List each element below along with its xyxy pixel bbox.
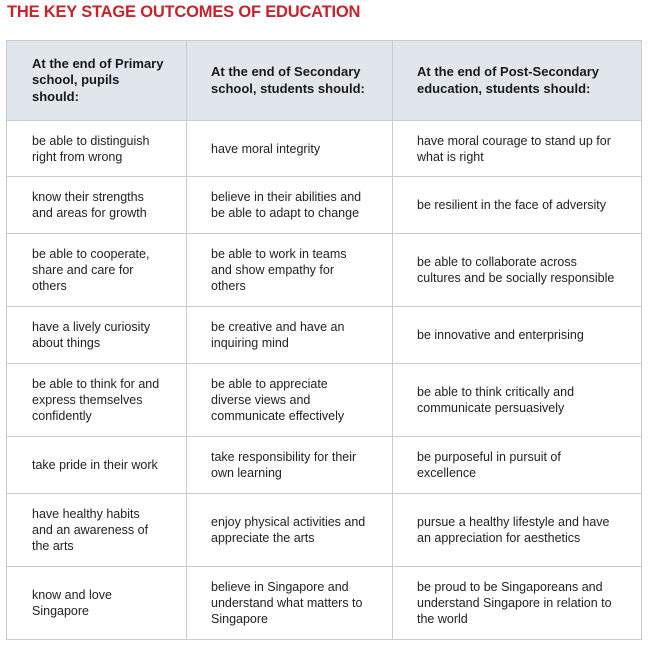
cell-primary: know and love Singapore [7, 567, 187, 640]
header-primary: At the end of Primary school, pupils should: [7, 41, 187, 121]
cell-primary: take pride in their work [7, 437, 187, 494]
table-row [7, 567, 642, 640]
cell-post-secondary: be resilient in the face of adversity [393, 177, 642, 234]
cell-secondary: believe in their abilities and be able to adapt to change [187, 177, 393, 234]
cell-post-secondary: be proud to be Singaporeans and understand Singapore in relation to the world [393, 567, 642, 640]
cell-post-secondary: pursue a healthy lifestyle and have an appreciation for aesthetics [393, 494, 642, 567]
cell-secondary: be able to work in teams and show empathy for others [187, 234, 393, 307]
table-row [7, 121, 642, 177]
cell-post-secondary: be innovative and enterprising [393, 307, 642, 364]
table-row [7, 234, 642, 307]
header-row [7, 41, 642, 121]
cell-primary: have healthy habits and an awareness of the arts [7, 494, 187, 567]
table-row [7, 437, 642, 494]
outcomes-table [6, 40, 642, 640]
cell-secondary: take responsibility for their own learning [187, 437, 393, 494]
cell-secondary: be able to appreciate diverse views and communicate effectively [187, 364, 393, 437]
cell-primary: have a lively curiosity about things [7, 307, 187, 364]
cell-post-secondary: be able to think critically and communicate persuasively [393, 364, 642, 437]
table-row [7, 177, 642, 234]
cell-primary: be able to cooperate, share and care for others [7, 234, 187, 307]
cell-post-secondary: have moral courage to stand up for what is right [393, 121, 642, 177]
table-row [7, 364, 642, 437]
page-title: THE KEY STAGE OUTCOMES OF EDUCATION [7, 3, 361, 21]
table-row [7, 307, 642, 364]
header-secondary: At the end of Secondary school, students should: [187, 41, 393, 121]
header-post-secondary: At the end of Post-Secondary education, students should: [393, 41, 642, 121]
cell-post-secondary: be able to collaborate across cultures and be socially responsible [393, 234, 642, 307]
cell-secondary: enjoy physical activities and appreciate the arts [187, 494, 393, 567]
cell-primary: be able to distinguish right from wrong [7, 121, 187, 177]
cell-secondary: be creative and have an inquiring mind [187, 307, 393, 364]
cell-post-secondary: be purposeful in pursuit of excellence [393, 437, 642, 494]
table-row [7, 494, 642, 567]
cell-secondary: have moral integrity [187, 121, 393, 177]
cell-primary: know their strengths and areas for growth [7, 177, 187, 234]
cell-primary: be able to think for and express themselves confidently [7, 364, 187, 437]
cell-secondary: believe in Singapore and understand what matters to Singapore [187, 567, 393, 640]
